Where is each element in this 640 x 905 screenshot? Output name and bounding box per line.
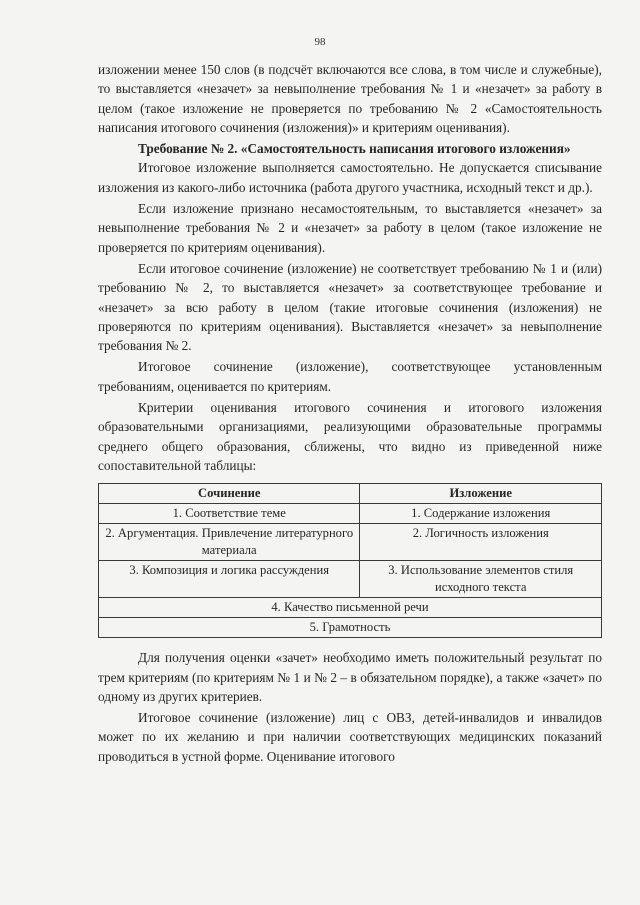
- table-row-shared: [99, 618, 602, 638]
- table-cell-essay: 2. Аргументация. Привлечение литературного материала: [99, 524, 360, 561]
- column-header-essay: Сочинение: [99, 484, 360, 504]
- table-cell-essay: 1. Соответствие теме: [99, 504, 360, 524]
- page-content: [98, 60, 602, 766]
- table-cell-shared-criterion: 5. Грамотность: [99, 618, 602, 638]
- table-cell-exposition: 2. Логичность изложения: [360, 524, 602, 561]
- criteria-comparison-table: [98, 483, 602, 638]
- paragraph-pass-conditions: Для получения оценки «зачет» необходимо иметь положительный результат по трем критериям (по критериям № 1 и № 2 – в обязательном порядке), а также «зачет» по одному из других критериев.: [98, 650, 602, 704]
- paragraph-oral-form: Итоговое сочинение (изложение) лиц с ОВЗ, детей-инвалидов и инвалидов может по их желанию и при наличии соответствующих медицинских показаний проводиться в устной форме. Оценивание итогового: [98, 710, 602, 764]
- paragraph-requirements-failed: Если итоговое сочинение (изложение) не соответствует требованию № 1 и (или) требованию № 2, то выставляется «незачет» за соответствующее требование и «незачет» за всю работу в целом (такие итоговые сочинения (изложения) не проверяются по критериям оценивания). Выставляется «незачет» за невыполнение требования № 2.: [98, 260, 602, 354]
- paragraph-criteria-comparison-intro: Критерии оценивания итогового сочинения и итогового изложения образовательными организациями, реализующими образовательные программы среднего общего образования, сближены, что видно из приведенной ниже сопоставительной таблицы:: [98, 400, 602, 473]
- table-cell-exposition: 1. Содержание изложения: [360, 504, 602, 524]
- table-cell-shared-criterion: 4. Качество письменной речи: [99, 598, 602, 618]
- paragraph-not-independent: Если изложение признано несамостоятельным, то выставляется «незачет» за невыполнение требования № 2 и «незачет» за работу в целом (такое изложение не проверяется по критериям оценивания).: [98, 201, 602, 255]
- table-row-shared: [99, 598, 602, 618]
- table-row: [99, 524, 602, 561]
- paragraph-independent-writing: Итоговое изложение выполняется самостоятельно. Не допускается списывание изложения из какого-либо источника (работа другого участника, исходный текст и др.).: [98, 160, 602, 195]
- table-cell-exposition: 3. Использование элементов стиля исходного текста: [360, 561, 602, 598]
- column-header-exposition: Изложение: [360, 484, 602, 504]
- table-header-row: [99, 484, 602, 504]
- paragraph-evaluated-by-criteria: Итоговое сочинение (изложение), соответствующее установленным требованиям, оценивается по критериям.: [98, 359, 602, 394]
- page-number: 98: [314, 36, 326, 48]
- paragraph-continuation: изложении менее 150 слов (в подсчёт включаются все слова, в том числе и служебные), то выставляется «незачет» за невыполнение требования № 1 и «незачет» за работу в целом (такое изложение не проверяется по требованию № 2 «Самостоятельность написания итогового сочинения (изложения)» и критериям оценивания).: [98, 62, 602, 135]
- section-heading-requirement-2: Требование № 2. «Самостоятельность написания итогового изложения»: [138, 141, 571, 157]
- table-row: [99, 504, 602, 524]
- table-row: [99, 561, 602, 598]
- table-cell-essay: 3. Композиция и логика рассуждения: [99, 561, 360, 598]
